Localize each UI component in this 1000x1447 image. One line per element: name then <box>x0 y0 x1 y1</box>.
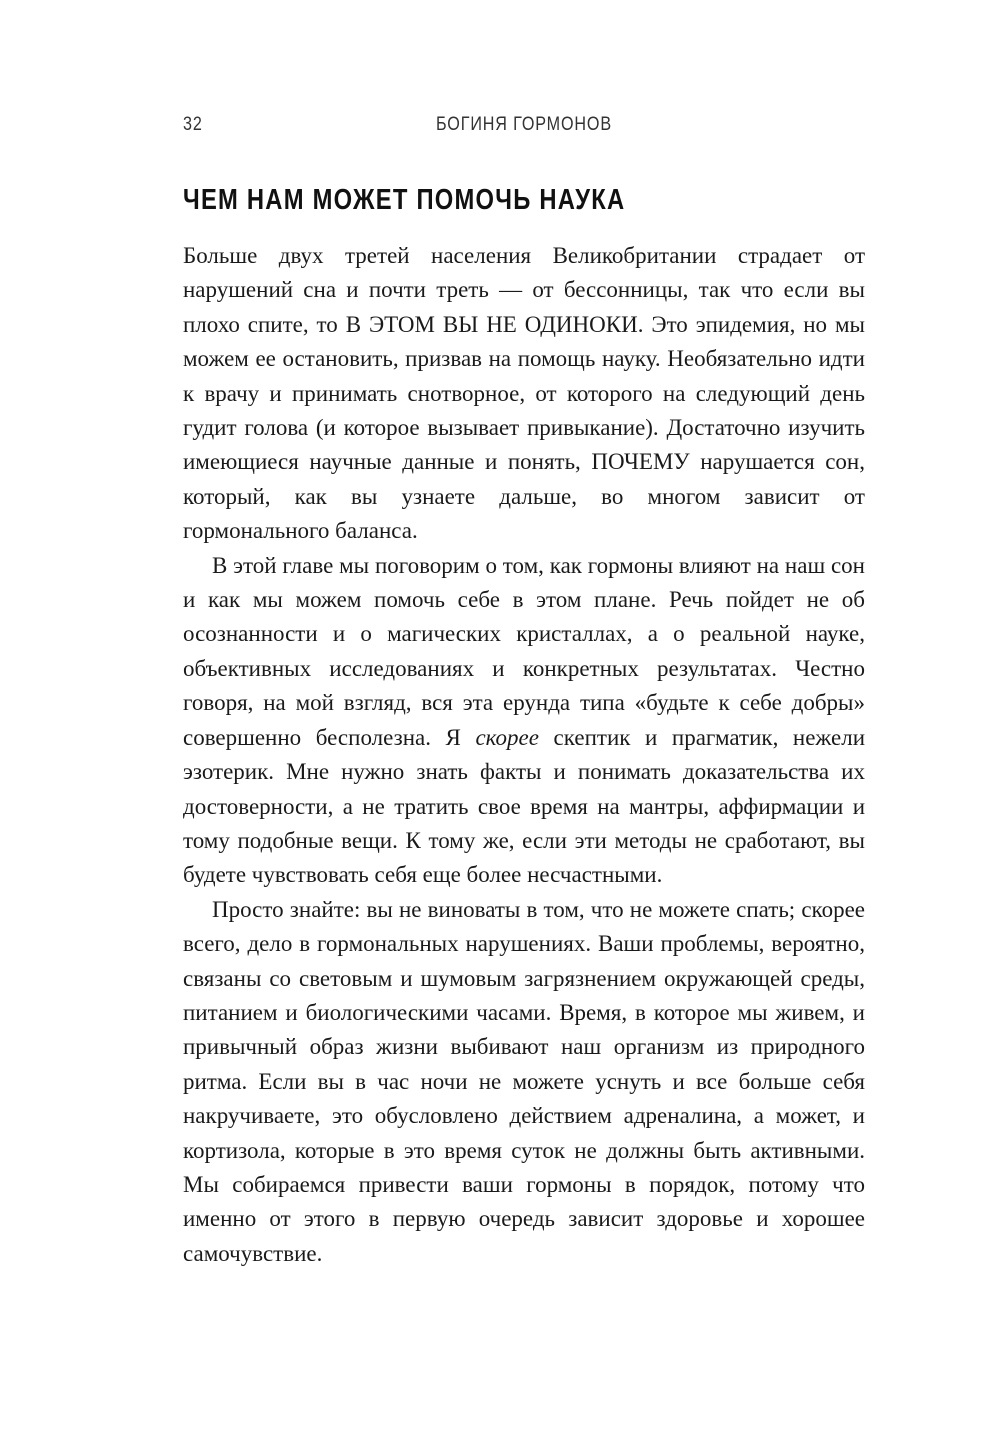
paragraph-3: Просто знайте: вы не виноваты в том, что не можете спать; скорее всего, дело в гормональных нарушениях. Ваши проблемы, вероятно, связаны со световым и шумовым загрязнением окружающей среды, питанием и биологическими часами. Время, в которое мы живем, и привычный образ жизни выбивают наш организм из природного ритма. Если вы в час ночи не можете уснуть и все больше себя накручиваете, это обусловлено действием адреналина, а может, и кортизола, которые в это время суток не должны быть активными. Мы собираемся привести ваши гормоны в порядок, потому что именно от этого в первую очередь зависит здоровье и хорошее самочувствие. <box>183 896 865 1266</box>
paragraph-2-emphasis: скорее <box>475 724 539 750</box>
body-text <box>183 239 865 1271</box>
paragraph-2-text-before: В этой главе мы поговорим о том, как гормоны влияют на наш сон и как мы можем помочь себе в этом плане. Речь пойдет не об осознанности и о магических кристаллах, а о реальной науке, объективных исследованиях и конкретных результатах. Честно говоря, на мой взгляд, вся эта ерунда типа «будьте к себе добры» совершенно бесполезна. Я <box>183 552 865 750</box>
section-heading: ЧЕМ НАМ МОЖЕТ ПОМОЧЬ НАУКА <box>183 184 626 216</box>
paragraph-2-text-after: скептик и прагматик, нежели эзотерик. Мне нужно знать факты и понимать доказательства их достоверности, а не тратить свое время на мантры, аффирмации и тому подобные вещи. К тому же, если эти методы не сработают, вы будете чувствовать себя еще более несчастными. <box>183 724 865 888</box>
book-title: БОГИНЯ ГОРМОНОВ <box>436 114 612 135</box>
paragraph-1: Больше двух третей населения Великобритании страдает от нарушений сна и почти треть — от бессонницы, так что если вы плохо спите, то В ЭТОМ ВЫ НЕ ОДИНОКИ. Это эпидемия, но мы можем ее остановить, призвав на помощь науку. Необязательно идти к врачу и принимать снотворное, от которого на следующий день гудит голова (и которое вызывает привыкание). Достаточно изучить имеющиеся научные данные и понять, ПОЧЕМУ нарушается сон, который, как вы узнаете дальше, во многом зависит от гормонального баланса. <box>183 243 865 544</box>
page-number: 32 <box>183 114 203 135</box>
running-head <box>183 114 865 146</box>
paragraph-2 <box>183 549 865 893</box>
